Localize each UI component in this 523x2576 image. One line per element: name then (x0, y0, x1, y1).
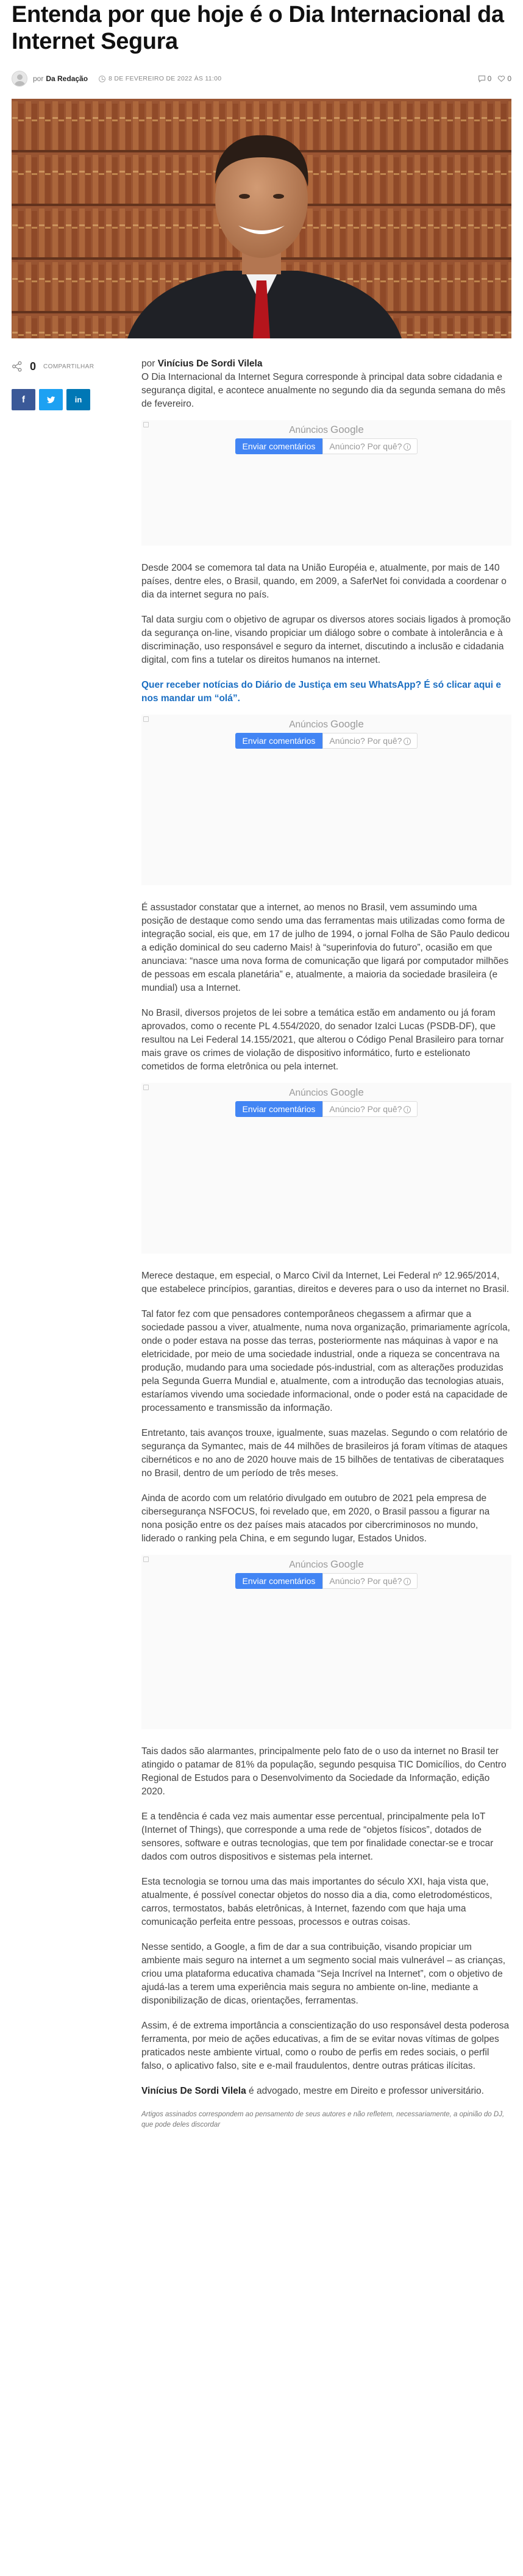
paragraph: Merece destaque, em especial, o Marco Civil da Internet, Lei Federal nº 12.965/2014, que estabelece princípios, garantias, direitos e deveres para o uso da internet no Brasil. (141, 1271, 510, 1294)
info-icon: i (404, 443, 411, 451)
hero-image (12, 99, 511, 338)
paragraph: Esta tecnologia se tornou uma das mais importantes do século XXI, haja vista que, atualmente, é possível conectar objetos do nosso dia a dia, como eletrodomésticos, carros, termostatos, babás eletrônicas, à Internet, fazendo com que haja uma comunicação perfeita entre pessoas, processos e outras coisas. (141, 1877, 493, 1927)
article-author-line (141, 357, 511, 371)
paragraph: Tal fator fez com que pensadores contemporâneos chegassem a afirmar que a sociedade passou a viver, atualmente, numa nova organização, primariamente agrícola, onde o poder estava na posse das terras, posteriormente nas máquinas à vapor e na eletricidade, por meio de uma sociedade industrial, onde a riqueza se concentrava na produção, mudando para uma sociedade pós-industrial, com as alterações produzidas pela Segunda Guerra Mundial e, atualmente, com a introdução das tecnologias atuais, estaríamos vivendo uma sociedade informacional, onde o poder está na capacidade de processamento e transmissão da informação. (141, 1309, 510, 1413)
ad-label: Anúncios (289, 1088, 328, 1098)
facebook-share-button[interactable] (12, 389, 35, 410)
ad-why-label: Anúncio? Por quê? (329, 736, 402, 746)
author-avatar[interactable] (12, 71, 27, 87)
article-body (141, 357, 511, 2142)
ad-why-button[interactable] (322, 1101, 418, 1117)
share-box (12, 359, 133, 410)
ad-actions (141, 438, 511, 454)
publish-date: 8 DE FEVEREIRO DE 2022 ÀS 11:00 (109, 75, 222, 82)
ad-feedback-button[interactable]: Enviar comentários (235, 1573, 323, 1589)
ad-why-label: Anúncio? Por quê? (329, 1104, 402, 1114)
paragraph: Desde 2004 se comemora tal data na União Européia e, atualmente, por mais de 140 países, dentre eles, o Brasil, quando, em 2009, a SaferNet foi convidada a coordenar o dia da internet segura no país. (141, 563, 507, 600)
share-counter (12, 359, 133, 374)
google-logo: Google (330, 424, 364, 435)
google-logo: Google (330, 718, 364, 730)
whatsapp-cta-link[interactable]: Quer receber notícias do Diário de Justiça em seu WhatsApp? É só clicar aqui e nos mandar um “olá”. (141, 680, 502, 704)
ad-why-button[interactable] (322, 1573, 418, 1589)
ad-why-label: Anúncio? Por quê? (329, 1576, 402, 1586)
clock-icon (99, 76, 105, 82)
article-meta (12, 70, 511, 88)
likes-counter[interactable] (497, 74, 511, 83)
ad-slot (141, 420, 511, 546)
share-buttons (12, 389, 133, 410)
facebook-icon: f (22, 394, 25, 405)
author-prefix: por (141, 359, 155, 369)
ad-why-label: Anúncio? Por quê? (329, 441, 402, 451)
article-author-name: Vinícius De Sordi Vilela (157, 359, 263, 369)
heart-icon (497, 75, 505, 82)
ad-why-button[interactable] (322, 733, 418, 749)
ad-actions (141, 733, 511, 749)
twitter-icon (47, 396, 55, 404)
paragraph: Assim, é de extrema importância a conscientização do uso responsável desta poderosa ferramenta, por meio de ações educativas, a fim de se evitar novas vítimas de golpes praticados neste ambiente virtual, como o roubo de perfis em redes sociais, o perfil falso, o aplicativo falso, site e e-mail fraudulentos, dentre outras práticas ilícitas. (141, 2021, 510, 2071)
linkedin-share-button[interactable] (66, 389, 90, 410)
ad-slot (141, 715, 511, 885)
article-title: Entenda por que hoje é o Dia Internacional da Internet Segura (12, 2, 504, 54)
ad-feedback-button[interactable]: Enviar comentários (235, 733, 323, 749)
ad-slot (141, 1083, 511, 1254)
share-icon (12, 361, 23, 372)
info-icon: i (404, 1578, 411, 1585)
ad-actions (141, 1573, 511, 1589)
author-portrait-image (12, 99, 511, 338)
ad-header (141, 1558, 511, 1571)
ad-why-button[interactable] (322, 438, 418, 454)
linkedin-icon: in (74, 395, 82, 404)
ad-label: Anúncios (289, 1560, 328, 1570)
ad-slot (141, 1555, 511, 1729)
paragraph: Ainda de acordo com um relatório divulgado em outubro de 2021 pela empresa de cibersegurança NSFOCUS, foi revelado que, em 2020, o Brasil passou a figurar na nona posição entre os dez países mais atacados por cibercriminosos no mundo, liderado o ranking pela China, e em segundo lugar, Estados Unidos. (141, 1493, 490, 1544)
share-count: 0 (30, 360, 37, 373)
likes-count: 0 (507, 74, 511, 83)
author-bio-text: é advogado, mestre em Direito e professor universitário. (246, 2086, 484, 2096)
author-bio (141, 2085, 511, 2098)
comments-count: 0 (487, 74, 492, 83)
ad-feedback-button[interactable]: Enviar comentários (235, 438, 323, 454)
paragraph: Entretanto, tais avanços trouxe, igualmente, suas mazelas. Segundo o com relatório de segurança da Symantec, mais de 44 milhões de brasileiros já foram vítimas de ataques cibernéticos e no ano de 2020 houve mais de 15 bilhões de tentativas de ciberataques no Brasil, dentro de um período de três meses. (141, 1428, 508, 1479)
paragraph: É assustador constatar que a internet, ao menos no Brasil, vem assumindo uma posição de destaque como sendo uma das ferramentas mais utilizadas como forma de integração social, eis que, em 17 de julho de 1994, o jornal Folha de São Paulo dedicou a edição dominical do seu caderno Mais! à “superinfovia do futuro”, ocasião em que anunciava: “nasce uma nova forma de comunicação que ligará por computador milhões de pessoas em escala planetária” e, atualmente, a maioria da sociedade brasileira (e mundial) usa a Internet. (141, 902, 510, 993)
disclaimer: Artigos assinados correspondem ao pensamento de seus autores e não refletem, necessariamente, a opinião do DJ, que pode deles discordar (141, 2111, 505, 2128)
ad-actions (141, 1101, 511, 1117)
article-counters (478, 74, 511, 83)
comment-icon (478, 75, 486, 82)
paragraph: Tal data surgiu com o objetivo de agrupar os diversos atores sociais ligados à promoção da segurança on-line, visando propiciar um diálogo sobre o combate à intolerância e à discriminação, uso responsável e seguro da internet, discutindo a inclusão e cidadania digital, com fins a tutelar os direitos humanos na internet. (141, 615, 511, 665)
info-icon: i (404, 1106, 411, 1113)
paragraph: E a tendência é cada vez mais aumentar esse percentual, principalmente pela IoT (Internet of Things), que corresponde a uma rede de “objetos físicos”, dotados de sensores, software e outras tecnologias, que tem por finalidade conectar-se e trocar dados com outros dispositivos e sistemas pela internet. (141, 1811, 494, 1862)
author-link[interactable]: Da Redação (46, 74, 88, 83)
ad-header (141, 1086, 511, 1099)
ad-label: Anúncios (289, 719, 328, 730)
byline-prefix: por (33, 74, 44, 83)
paragraph: Nesse sentido, a Google, a fim de dar a sua contribuição, visando propiciar um ambiente mais seguro na internet a um segmento social mais vulnerável – as crianças, criou uma plataforma educativa chamada “Seja Incrível na Internet”, com o objetivo de ajudá-las a terem uma experiência mais segura no ambiente on-line, mediante a disponibilização de dicas, orientações, ferramentas. (141, 1942, 506, 2006)
ad-header (141, 424, 511, 436)
author-bio-name: Vinícius De Sordi Vilela (141, 2086, 246, 2096)
comments-counter[interactable] (478, 74, 492, 83)
ad-feedback-button[interactable]: Enviar comentários (235, 1101, 323, 1117)
google-logo: Google (330, 1558, 364, 1570)
ad-header (141, 718, 511, 730)
paragraph: O Dia Internacional da Internet Segura corresponde à principal data sobre cidadania e segurança digital, e acontece anualmente no segundo dia da segunda semana do mês de fevereiro. (141, 372, 506, 409)
paragraph: Tais dados são alarmantes, principalmente pelo fato de o uso da internet no Brasil ter atingido o patamar de 81% da população, segundo pesquisa TIC Domicílios, do Centro Regional de Estudos para o Desenvolvimento da Sociedade da Informação, edição 2020. (141, 1746, 507, 1797)
info-icon: i (404, 738, 411, 745)
share-label: COMPARTILHAR (43, 363, 94, 370)
whatsapp-cta-paragraph (141, 679, 511, 705)
google-logo: Google (330, 1086, 364, 1098)
ad-label: Anúncios (289, 425, 328, 435)
paragraph: No Brasil, diversos projetos de lei sobre a temática estão em andamento ou já foram aprovados, como o recente PL 4.554/2020, do senador Izalci Lucas (PSDB-DF), que resultou na Lei Federal 14.155/2021, que alterou o Código Penal Brasileiro para tornar mais grave os crimes de violação de dispositivo informático, furto e estelionato cometidos de forma eletrônica ou pela internet. (141, 1008, 504, 1072)
twitter-share-button[interactable] (39, 389, 63, 410)
